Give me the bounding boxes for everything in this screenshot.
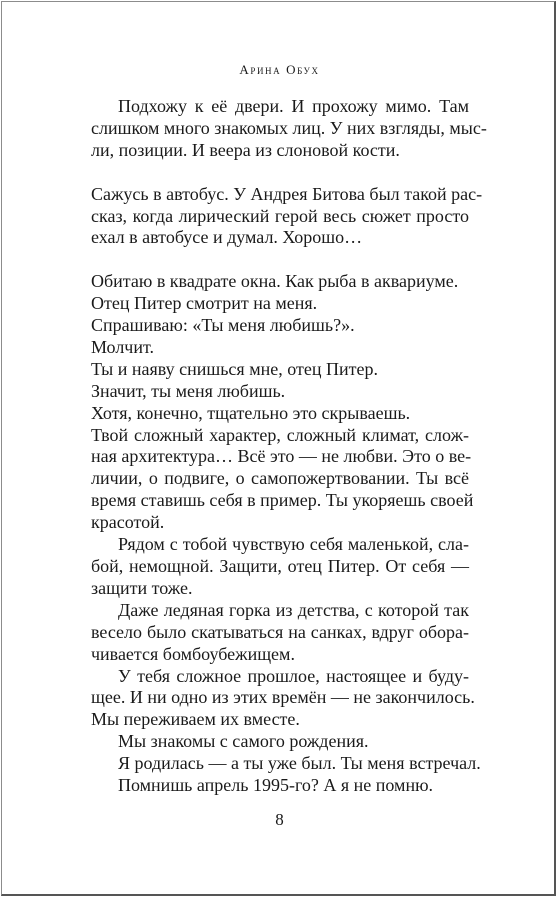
text-line: Ты и наяву снишься мне, отец Питер. [91, 358, 378, 379]
text-line: бой, немощной. Защити, отец Питер. От себя — [91, 556, 469, 576]
text-line: Мы знакомы с самого рождения. [118, 731, 369, 752]
body-text [91, 96, 487, 797]
text-line: красотой. [91, 512, 165, 533]
text-line: Твой сложный характер, сложный климат, слож- [91, 424, 469, 445]
text-line: ная архитектура… Всё это — не любви. Это о ве- [91, 446, 472, 467]
text-line: Мы переживаем их вместе. [91, 709, 300, 730]
text-line: Хотя, конечно, тщательно это скрываешь. [91, 402, 411, 423]
text-line: слишком много знакомых лиц. У них взгляды, мыс- [91, 117, 487, 138]
text-line: защити тоже. [91, 577, 193, 598]
paragraph-gap [91, 162, 469, 184]
text-line: Отец Питер смотрит на меня. [91, 293, 318, 314]
text-line: Я родилась — а ты уже был. Ты меня встречал. [118, 753, 481, 774]
text-line: Обитаю в квадрате окна. Как рыба в аквариуме. [91, 271, 459, 292]
text-line: Даже ледяная горка из детства, с которой так [118, 599, 469, 620]
text-line: сказ, когда лирический герой весь сюжет просто [91, 205, 469, 226]
text-line: Спрашиваю: «Ты меня любишь?». [91, 315, 355, 336]
running-title: Арина Обух [239, 62, 320, 77]
text-line: время ставишь себя в пример. Ты укоряешь своей [91, 490, 474, 511]
text-line: Молчит. [91, 336, 154, 357]
text-line: Помнишь апрель 1995-го? А я не помню. [118, 775, 434, 796]
text-line: У тебя сложное прошлое, настоящее и буду- [118, 665, 469, 686]
text-line: ли, позиции. И веера из слоновой кости. [91, 139, 400, 160]
paragraph-gap [91, 249, 469, 271]
text-line: Рядом с тобой чувствую себя маленькой, сла- [118, 534, 469, 555]
text-line: чивается бомбоубежищем. [91, 643, 295, 664]
text-line: весело было скатываться на санках, вдруг обора- [91, 621, 469, 642]
text-line: ехал в автобусе и думал. Хорошо… [91, 227, 363, 248]
text-line: щее. И ни одно из этих времён — не закончилось. [91, 687, 475, 708]
text-line: Сажусь в автобус. У Андрея Битова был такой рас- [91, 183, 483, 204]
text-line: Подхожу к её двери. И прохожу мимо. Там [118, 96, 469, 116]
text-line: Значит, ты меня любишь. [91, 380, 286, 401]
text-line: личии, о подвиге, о самопожертвовании. Ты всё [91, 468, 469, 489]
page-number: 8 [275, 810, 284, 829]
